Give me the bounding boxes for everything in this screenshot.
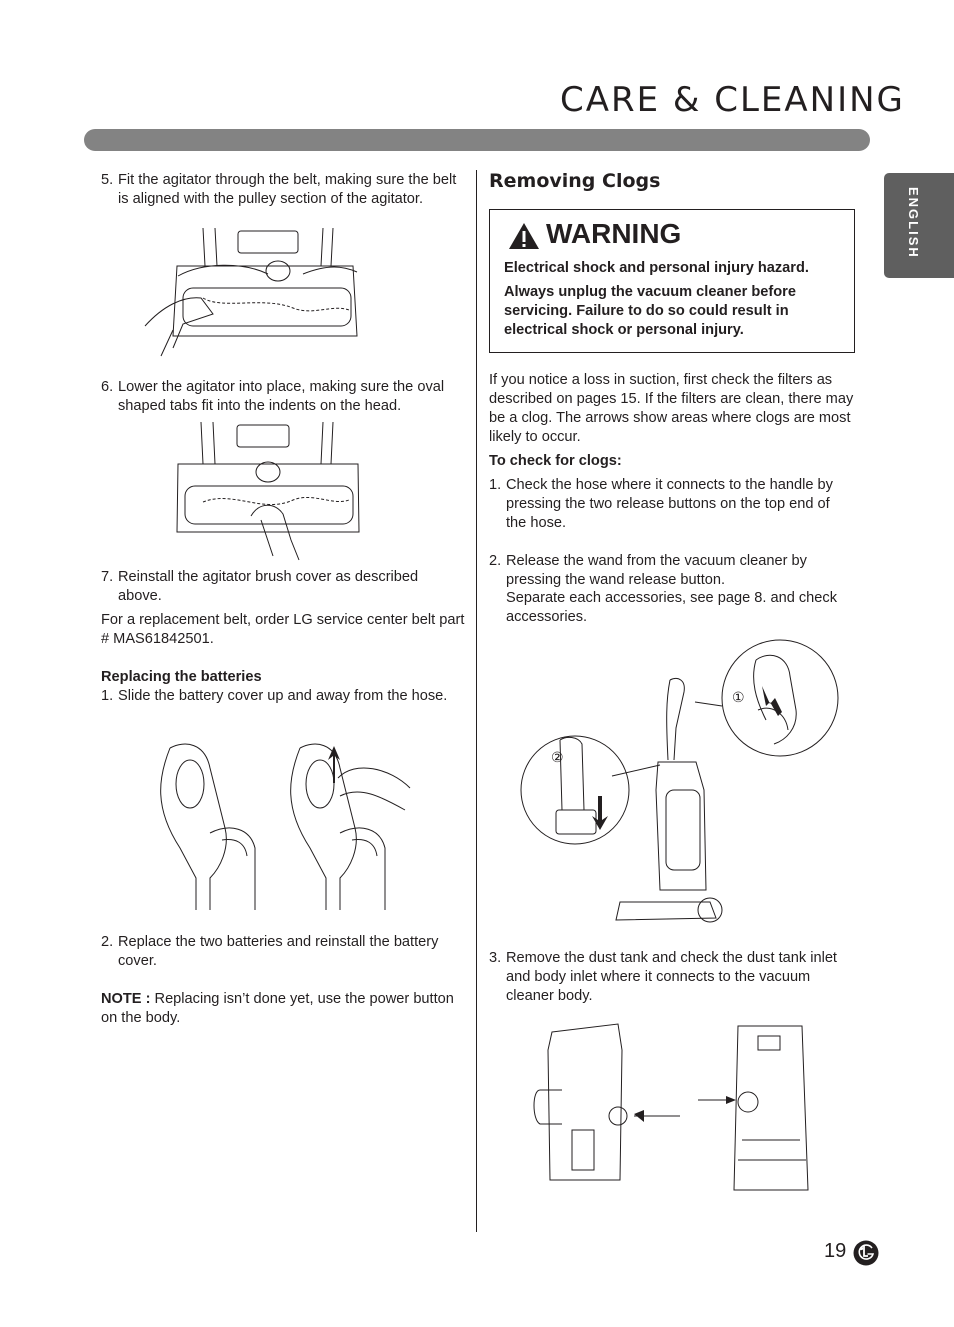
header-bar xyxy=(84,129,870,151)
note-label: NOTE : xyxy=(101,991,151,1007)
page-number: 19 xyxy=(824,1240,847,1262)
step-text: Check the hose where it connects to the handle by pressing the two release buttons on the top end of the hose. xyxy=(506,477,833,531)
agitator-belt-illustration xyxy=(143,226,363,356)
clog-intro: If you notice a loss in suction, first check the filters as described on pages 15. If the filters are clean, there may be a clog. The arrows show areas where clogs are most likely to occur. xyxy=(489,372,854,445)
batteries-heading: Replacing the batteries xyxy=(101,669,262,685)
step-number: 7. xyxy=(101,569,114,585)
belt-replacement-note: For a replacement belt, order LG service center belt part # MAS61842501. xyxy=(101,612,465,647)
step-number: 5. xyxy=(101,172,114,188)
step-text: Slide the battery cover up and away from the hose. xyxy=(118,688,448,704)
agitator-install-illustration xyxy=(173,420,363,560)
step-text: Fit the agitator through the belt, making sure the belt is aligned with the pulley section of the agitator. xyxy=(118,172,457,207)
step-number: 2. xyxy=(101,934,114,950)
step-text: Release the wand from the vacuum cleaner by pressing the wand release button. xyxy=(506,553,807,588)
step-text: Replace the two batteries and reinstall the battery cover. xyxy=(118,934,439,969)
step-number: 1. xyxy=(101,688,114,704)
step-number: 2. xyxy=(489,553,502,569)
battery-cover-illustration xyxy=(150,738,415,913)
removing-clogs-heading: Removing Clogs xyxy=(489,170,661,192)
warning-line-1: Electrical shock and personal injury hazard. xyxy=(504,260,809,276)
warning-box xyxy=(489,209,855,353)
callout-2: ② xyxy=(551,749,564,765)
step-text-2: Separate each accessories, see page 8. and check accessories. xyxy=(506,590,838,625)
callout-1: ① xyxy=(732,689,745,705)
step-number: 3. xyxy=(489,950,502,966)
language-tab xyxy=(884,173,954,278)
warning-title: WARNING xyxy=(546,218,682,249)
language-tab-label: ENGLISH xyxy=(906,187,921,259)
column-divider xyxy=(476,170,477,1232)
note-text: Replacing isn’t done yet, use the power button on the body. xyxy=(101,991,454,1026)
warning-line-2: Always unplug the vacuum cleaner before servicing. Failure to do so could result in electrical shock or personal injury. xyxy=(504,284,796,338)
battery-note xyxy=(101,990,461,1028)
step-text: Reinstall the agitator brush cover as described above. xyxy=(118,569,419,604)
check-clogs-heading: To check for clogs: xyxy=(489,453,622,469)
vacuum-wand-illustration xyxy=(520,640,845,935)
dust-tank-inlet-illustration xyxy=(530,1020,840,1192)
step-number: 1. xyxy=(489,477,502,493)
step-text: Remove the dust tank and check the dust tank inlet and body inlet where it connects to the vacuum cleaner body. xyxy=(506,950,837,1004)
lg-logo-icon xyxy=(853,1240,879,1266)
step-text: Lower the agitator into place, making sure the oval shaped tabs fit into the indents on the head. xyxy=(118,379,445,414)
step-number: 6. xyxy=(101,379,114,395)
page-title: CARE & CLEANING xyxy=(560,80,905,120)
warning-triangle-icon xyxy=(508,222,540,250)
